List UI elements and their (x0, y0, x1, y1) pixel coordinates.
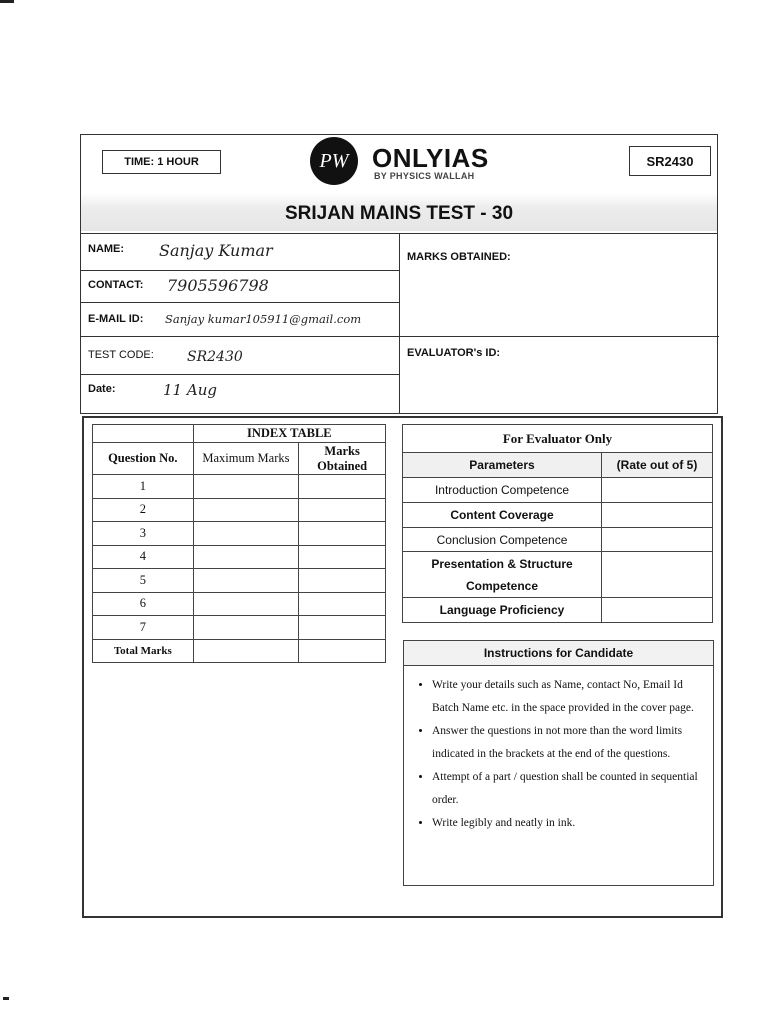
question-no: 2 (93, 498, 194, 522)
question-no: 7 (93, 616, 194, 640)
max-marks-cell[interactable] (193, 475, 299, 499)
table-row (93, 569, 386, 593)
rating-cell[interactable] (602, 528, 713, 552)
table-row (93, 592, 386, 616)
total-max-cell[interactable] (193, 639, 299, 663)
index-table-spacer (93, 425, 194, 443)
max-marks-cell[interactable] (193, 545, 299, 569)
total-obtained-cell[interactable] (299, 639, 386, 663)
marks-obtained-label: MARKS OBTAINED: (407, 251, 511, 263)
date-row[interactable] (81, 375, 399, 413)
test-code-label: TEST CODE: (88, 349, 154, 361)
index-table-title: INDEX TABLE (193, 425, 385, 443)
test-code-row[interactable] (81, 337, 399, 375)
page-title: SRIJAN MAINS TEST - 30 (284, 203, 514, 224)
col-question-no: Question No. (93, 443, 194, 475)
table-row (403, 552, 713, 598)
evaluator-title: For Evaluator Only (403, 425, 713, 453)
marks-obtained-cell[interactable] (299, 569, 386, 593)
parameter-name: Language Proficiency (403, 598, 602, 623)
table-row (403, 478, 713, 503)
parameter-name: Introduction Competence (403, 478, 602, 503)
table-row (403, 528, 713, 552)
question-no: 4 (93, 545, 194, 569)
rating-cell[interactable] (602, 478, 713, 503)
instructions-list (404, 674, 713, 835)
index-table (92, 424, 386, 663)
marks-obtained-cell[interactable] (299, 475, 386, 499)
max-marks-cell[interactable] (193, 569, 299, 593)
col-parameters: Parameters (403, 453, 602, 478)
question-no: 5 (93, 569, 194, 593)
marks-obtained-cell[interactable] (299, 498, 386, 522)
header (81, 135, 717, 234)
contact-label: CONTACT: (88, 279, 144, 291)
marks-obtained-cell[interactable] (299, 616, 386, 640)
date-label: Date: (88, 383, 116, 395)
col-marks-obtained: Marks Obtained (299, 443, 386, 475)
instruction-item: • Write your details such as Name, contact No, Email Id Batch Name etc. in the space provided in the cover page. (432, 674, 707, 719)
marks-panel (400, 233, 719, 413)
evaluator-id-area[interactable] (400, 337, 719, 413)
table-row (93, 616, 386, 640)
marks-obtained-cell[interactable] (299, 545, 386, 569)
scan-mark (3, 997, 9, 1000)
candidate-details (81, 233, 400, 413)
contact-row[interactable] (81, 271, 399, 303)
instructions-title: Instructions for Candidate (404, 641, 713, 666)
parameter-name: Content Coverage (403, 503, 602, 528)
max-marks-cell[interactable] (193, 592, 299, 616)
parameter-name: Conclusion Competence (403, 528, 602, 552)
evaluator-id-label: EVALUATOR's ID: (407, 347, 501, 359)
question-no: 6 (93, 592, 194, 616)
rating-cell[interactable] (602, 503, 713, 528)
logo-name: ONLYIAS (372, 143, 489, 173)
contact-value: 7905596798 (167, 276, 269, 295)
col-maximum-marks (193, 443, 299, 475)
name-label: NAME: (88, 243, 125, 255)
table-row (93, 475, 386, 499)
instruction-item: • Attempt of a part / question shall be counted in sequential order. (432, 766, 707, 811)
name-row[interactable] (81, 233, 399, 271)
marks-obtained-cell[interactable] (299, 592, 386, 616)
parameter-name: Presentation & Structure Competence (403, 552, 602, 598)
table-row (93, 522, 386, 546)
test-code-value: SR2430 (187, 349, 243, 365)
time-box: TIME: 1 HOUR (102, 150, 221, 174)
evaluation-section (82, 416, 723, 918)
test-code-box: SR2430 (629, 146, 711, 176)
rating-cell[interactable] (602, 552, 713, 598)
table-row (403, 598, 713, 623)
date-value: 11 Aug (163, 381, 217, 399)
email-row[interactable] (81, 303, 399, 337)
max-marks-cell[interactable] (193, 498, 299, 522)
col-rating: (Rate out of 5) (602, 453, 713, 478)
question-no: 1 (93, 475, 194, 499)
total-marks-label: Total Marks (93, 639, 194, 663)
marks-obtained-cell[interactable] (299, 522, 386, 546)
logo (310, 135, 490, 187)
name-value: Sanjay Kumar (159, 241, 273, 260)
rating-cell[interactable] (602, 598, 713, 623)
instructions-box (403, 640, 714, 886)
question-no: 3 (93, 522, 194, 546)
max-marks-cell[interactable] (193, 616, 299, 640)
col-maximum-marks-label: Maximum Marks (202, 451, 290, 465)
instruction-item: • Answer the questions in not more than the word limits indicated in the brackets at the end of the questions. (432, 720, 707, 765)
email-label: E-MAIL ID: (88, 313, 144, 325)
logo-letters: PW (319, 149, 349, 172)
email-value: Sanjay kumar105911@gmail.com (165, 312, 362, 326)
max-marks-cell[interactable] (193, 522, 299, 546)
table-row (93, 545, 386, 569)
total-row (93, 639, 386, 663)
pw-logo-icon (310, 137, 358, 185)
instruction-item: • Write legibly and neatly in ink. (432, 812, 707, 835)
marks-obtained-area[interactable] (400, 233, 719, 337)
table-row (403, 503, 713, 528)
evaluator-table (402, 424, 713, 623)
cover-sheet (80, 134, 718, 414)
logo-subtitle: BY PHYSICS WALLAH (374, 171, 475, 181)
table-row (93, 498, 386, 522)
scan-mark (0, 0, 14, 3)
